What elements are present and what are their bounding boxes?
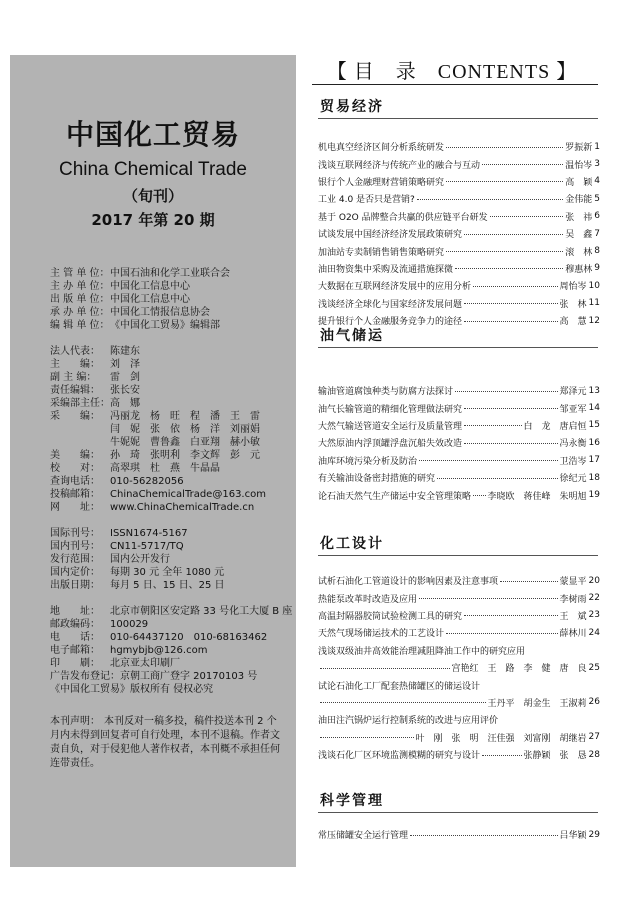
info-value: ISSN1674-5167 <box>110 528 188 539</box>
article-title: 热能泵改革时改造及应用 <box>318 594 418 605</box>
info-row <box>50 592 292 605</box>
info-label: 法人代表： <box>50 346 100 357</box>
info-row <box>50 462 292 475</box>
article-title: 输油管道腐蚀种类与防腐方法探讨 <box>318 387 454 398</box>
dot-leader <box>320 667 450 669</box>
info-label: 电 话： <box>50 632 100 643</box>
publication-info <box>50 267 292 696</box>
info-value: hgmybjb@126.com <box>110 645 208 656</box>
dot-leader <box>464 424 522 426</box>
info-row <box>50 670 292 683</box>
article-title: 提升银行个人金融服务竞争力的途径 <box>318 317 463 328</box>
article-title: 油气长输管道的精细化管理做法研究 <box>318 404 463 415</box>
info-value: 010-64437120 010-68163462 <box>110 632 268 643</box>
toc-entry[interactable] <box>318 173 600 190</box>
info-row <box>50 683 292 696</box>
article-title: 大然气输送管道安全运行及质量管理 <box>318 421 463 432</box>
dot-leader <box>419 459 558 461</box>
toc-entry[interactable] <box>318 225 600 242</box>
dot-leader <box>490 215 564 217</box>
article-author: 冯永衡 <box>559 439 587 450</box>
info-row <box>50 631 292 644</box>
section-title: 科学管理 <box>320 793 384 809</box>
article-author: 薛林川 <box>559 629 587 640</box>
page-number: 17 <box>588 455 600 466</box>
article-author: 徐纪元 <box>559 474 587 485</box>
page-number: 6 <box>594 211 600 222</box>
info-label: 主 办 单 位： <box>50 281 110 292</box>
page-number: 15 <box>588 420 600 431</box>
page-number: 28 <box>588 749 600 760</box>
page-number: 26 <box>588 697 600 708</box>
info-row <box>50 618 292 631</box>
info-value: 闫 妮 张 依 杨 洋 刘丽娟 <box>110 424 260 435</box>
article-title: 加油站专卖制销售销售策略研究 <box>318 247 445 258</box>
article-title: 基于 O2O 品牌整合共赢的供应链平台研发 <box>318 212 488 223</box>
section-rule <box>318 347 598 348</box>
article-author: 吕华颖 <box>559 831 587 842</box>
article-author: 张静颖 张 恳 <box>523 751 587 762</box>
info-label: 美 编： <box>50 450 100 461</box>
info-row <box>50 345 292 358</box>
info-value: 国内公开发行 <box>110 554 170 565</box>
page-number: 18 <box>588 472 600 483</box>
info-value: 孙 琦 张明利 李文辉 彭 元 <box>110 450 260 461</box>
section-title: 油气储运 <box>320 328 384 344</box>
toc-entry[interactable] <box>318 486 600 503</box>
info-row <box>50 657 292 670</box>
toc-entry[interactable] <box>318 572 600 589</box>
article-title: 天然气现场储运技术的工艺设计 <box>318 629 445 640</box>
article-author: 张 林 <box>559 299 587 310</box>
article-author: 温怡岑 <box>565 160 593 171</box>
info-value: ChinaChemicalTrade@163.com <box>110 489 266 500</box>
article-title: 浅谈经济全球化与国家经济发展问题 <box>318 299 463 310</box>
info-row <box>50 527 292 540</box>
info-row <box>50 280 292 293</box>
section-entries <box>318 572 600 763</box>
info-row <box>50 605 292 618</box>
toc-entry[interactable] <box>318 295 600 312</box>
page-number: 19 <box>588 490 600 501</box>
dot-leader <box>500 580 558 582</box>
info-row <box>50 319 292 332</box>
info-value: 冯丽龙 杨 旺 程 潘 王 雷 <box>110 411 260 422</box>
toc-entry[interactable] <box>318 434 600 451</box>
info-row <box>50 566 292 579</box>
article-authors: 叶 刚 张 明 汪佳强 刘富刚 胡继岩 <box>415 733 587 744</box>
info-label: 国际刊号： <box>50 528 100 539</box>
article-author: 郑泽元 <box>559 387 587 398</box>
section-rule <box>318 812 598 813</box>
toc-entry[interactable] <box>318 382 600 399</box>
article-author: 周怡岑 <box>559 282 587 293</box>
article-title: 油库环境污染分析及防治 <box>318 456 418 467</box>
info-value: 每月 5 日、15 日、25 日 <box>110 580 225 591</box>
info-value: CN11-5717/TQ <box>110 541 184 552</box>
info-row <box>50 423 292 436</box>
article-author: 高 颖 <box>565 177 593 188</box>
toc-entry[interactable] <box>318 277 600 294</box>
dot-leader <box>464 233 563 235</box>
info-row <box>50 488 292 501</box>
toc-entry[interactable] <box>318 417 600 434</box>
info-value: www.ChinaChemicalTrade.cn <box>110 502 255 513</box>
dot-leader <box>473 494 486 496</box>
dot-leader <box>419 597 558 599</box>
page-number: 24 <box>588 627 600 638</box>
copyright-notice <box>50 715 282 771</box>
article-authors: 宫艳红 王 路 李 健 唐 良 <box>451 664 587 675</box>
toc-entry[interactable] <box>318 642 600 659</box>
article-title: 试谈发展中国经济经济发展政策研究 <box>318 230 463 241</box>
notice-text: 本刊反对一稿多投，稿件投送本刊 2 个月内未得到回复者可自行处理，本刊不退稿。作者文责自负，对于侵犯他人著作权者，本刊概不承担任何连带责任。 <box>50 716 280 769</box>
section-title: 贸易经济 <box>320 99 384 115</box>
page-number: 23 <box>588 610 600 621</box>
info-label: 出版日期： <box>50 580 100 591</box>
dot-leader <box>455 390 558 392</box>
info-value: 雷 剑 <box>110 372 140 383</box>
page-number: 25 <box>588 662 600 673</box>
page-number: 1 <box>594 141 600 152</box>
toc-entry[interactable] <box>318 607 600 624</box>
info-value: 010-56282056 <box>110 476 184 487</box>
toc-entry[interactable] <box>318 190 600 207</box>
page-number: 29 <box>588 829 600 840</box>
section-title: 化工设计 <box>320 536 384 552</box>
dot-leader <box>446 250 563 252</box>
section-rule <box>318 555 598 556</box>
page-number: 7 <box>594 228 600 239</box>
toc-entry[interactable] <box>318 624 600 641</box>
info-value: 高翠琪 杜 燕 牛晶晶 <box>110 463 220 474</box>
toc-entry-cont[interactable] <box>318 694 600 711</box>
page-number: 12 <box>588 315 600 326</box>
info-label: 校 对： <box>50 463 100 474</box>
article-title: 浅谈双级油井高效能治理减阻降油工作中的研究应用 <box>318 646 526 657</box>
article-author: 穆惠林 <box>565 264 593 275</box>
page-number: 8 <box>594 246 600 257</box>
article-title: 论石油天然气生产储运中安全管理策略 <box>318 491 472 502</box>
info-label: 发行范围： <box>50 554 100 565</box>
section-entries <box>318 382 600 504</box>
notice-label: 本刊声明： <box>50 716 100 727</box>
article-title: 试析石油化工管道设计的影响因素及注意事项 <box>318 577 499 588</box>
dot-leader <box>464 407 558 409</box>
dot-leader <box>482 163 563 165</box>
toc-entry-cont[interactable] <box>318 659 600 676</box>
info-row <box>50 410 292 423</box>
article-title: 浅谈石化厂区环境监测模糊的研究与设计 <box>318 751 481 762</box>
article-title: 大然原油内浮顶罐浮盘沉船失效改造 <box>318 439 463 450</box>
dot-leader <box>417 198 563 200</box>
section-rule <box>318 118 598 119</box>
toc-entry[interactable] <box>318 746 600 763</box>
page-number: 22 <box>588 593 600 604</box>
info-value: 牛妮妮 曹鲁鑫 白亚翔 赫小敏 <box>110 437 260 448</box>
info-row <box>50 449 292 462</box>
info-row <box>50 501 292 514</box>
info-row <box>50 397 292 410</box>
info-value: 北京亚太印刷厂 <box>110 658 180 669</box>
toc-entry-cont[interactable] <box>318 729 600 746</box>
dot-leader <box>464 442 558 444</box>
article-title: 油田物资集中采购及流通措施探微 <box>318 264 454 275</box>
dot-leader <box>464 302 558 304</box>
toc-entry[interactable] <box>318 138 600 155</box>
page-number: 16 <box>588 437 600 448</box>
page-number: 20 <box>588 575 600 586</box>
contents-divider <box>312 84 598 85</box>
article-author: 邹亚军 <box>559 404 587 415</box>
article-title: 常压储罐安全运行管理 <box>318 831 409 842</box>
article-title: 油田注汽锅炉运行控制系统的改进与应用评价 <box>318 716 499 727</box>
info-label: 采 编： <box>50 411 100 422</box>
page-number: 3 <box>594 159 600 170</box>
dot-leader <box>410 834 558 836</box>
info-value: 100029 <box>110 619 149 630</box>
toc-entry[interactable] <box>318 155 600 172</box>
journal-title-cn: 中国化工贸易 <box>65 118 240 151</box>
info-row <box>50 384 292 397</box>
article-authors: 王丹平 胡金生 王淑莉 <box>487 698 587 709</box>
info-label: 出 版 单 位： <box>50 294 110 305</box>
article-title: 大数据在互联网经济发展中的应用分析 <box>318 282 472 293</box>
info-label: 承 办 单 位： <box>50 307 110 318</box>
info-value: 《中国化工贸易》版权所有 侵权必究 <box>50 684 214 695</box>
toc-entry[interactable] <box>318 242 600 259</box>
section-entries <box>318 826 600 843</box>
info-value: 《中国化工贸易》编辑部 <box>110 320 220 331</box>
info-label: 印 刷： <box>50 658 100 669</box>
toc-entry[interactable] <box>318 711 600 728</box>
article-title: 有关输油设备密封措施的研究 <box>318 474 436 485</box>
contents-heading: 【 目 录 CONTENTS 】 <box>326 61 578 83</box>
info-value: 中国化工情报信息协会 <box>110 307 210 318</box>
article-author: 王 斌 <box>559 611 587 622</box>
info-label: 投稿邮箱： <box>50 489 100 500</box>
toc-entry[interactable] <box>318 676 600 693</box>
toc-entry[interactable] <box>318 452 600 469</box>
info-value: 陈建东 <box>110 346 140 357</box>
article-author: 李晓欧 蒋佳峰 朱明旭 <box>487 491 587 502</box>
article-title: 银行个人金融理财营销策略研究 <box>318 177 445 188</box>
info-value: 中国化工信息中心 <box>110 294 190 305</box>
info-row <box>50 579 292 592</box>
article-author: 蒙显平 <box>559 577 587 588</box>
info-label: 邮政编码： <box>50 619 100 630</box>
page-number: 14 <box>588 403 600 414</box>
info-value: 每期 30 元 全年 1080 元 <box>110 567 225 578</box>
info-label: 查询电话： <box>50 476 100 487</box>
article-author: 吴 鑫 <box>565 230 593 241</box>
dot-leader <box>473 285 558 287</box>
article-author: 李树雨 <box>559 594 587 605</box>
article-title: 浅谈互联网经济与传统产业的融合与互动 <box>318 160 481 171</box>
info-value: 北京市朝阳区安定路 33 号化工大厦 B 座 <box>110 606 293 617</box>
section-entries <box>318 138 600 329</box>
info-label: 电子邮箱： <box>50 645 100 656</box>
page-number: 27 <box>588 732 600 743</box>
page-number: 11 <box>588 298 600 309</box>
info-value: 张长安 <box>110 385 140 396</box>
journal-frequency: （旬刊） <box>122 187 183 205</box>
info-row <box>50 540 292 553</box>
article-title: 试论石油化工厂配套热储罐区的储运设计 <box>318 681 481 692</box>
info-label: 采编部主任： <box>50 398 110 409</box>
info-row <box>50 267 292 280</box>
info-label: 网 址： <box>50 502 100 513</box>
article-author: 高 慧 <box>559 317 587 328</box>
article-author: 滚 林 <box>565 247 593 258</box>
toc-entry[interactable] <box>318 260 600 277</box>
info-label: 主 管 单 位： <box>50 268 110 279</box>
page-number: 13 <box>588 385 600 396</box>
dot-leader <box>464 320 558 322</box>
toc-entry[interactable] <box>318 589 600 606</box>
dot-leader <box>320 736 414 738</box>
journal-title-en: China Chemical Trade <box>59 159 247 180</box>
toc-entry[interactable] <box>318 826 600 843</box>
info-value: 高 娜 <box>110 398 140 409</box>
article-title: 机电真空经济区间分析系统研发 <box>318 143 445 154</box>
dot-leader <box>446 146 563 148</box>
dot-leader <box>464 614 558 616</box>
dot-leader <box>455 267 563 269</box>
info-row <box>50 293 292 306</box>
dot-leader <box>446 180 563 182</box>
dot-leader <box>482 754 522 756</box>
info-row <box>50 306 292 319</box>
toc-entry[interactable] <box>318 208 600 225</box>
toc-entry[interactable] <box>318 399 600 416</box>
page-number: 10 <box>588 280 600 291</box>
dot-leader <box>446 632 558 634</box>
journal-issue: 2017 年第 20 期 <box>91 211 215 229</box>
article-title: 工业 4.0 是否只是营销? <box>318 195 415 206</box>
page-number: 4 <box>594 176 600 187</box>
info-label: 责任编辑： <box>50 385 100 396</box>
info-label: 主 编： <box>50 359 100 370</box>
masthead-panel <box>10 55 296 867</box>
article-author: 罗振新 <box>565 143 593 154</box>
article-author: 张 祎 <box>565 212 593 223</box>
info-row <box>50 553 292 566</box>
dot-leader <box>320 701 486 703</box>
dot-leader <box>437 477 558 479</box>
info-row <box>50 358 292 371</box>
info-label: 编 辑 单 位： <box>50 320 110 331</box>
toc-entry[interactable] <box>318 469 600 486</box>
info-row <box>50 332 292 345</box>
article-author: 卫浩岑 <box>559 456 587 467</box>
info-value: 广告发布登记：京朝工商广登字 20170103 号 <box>50 671 258 682</box>
info-label: 副 主 编： <box>50 372 97 383</box>
info-row <box>50 514 292 527</box>
page-number: 9 <box>594 263 600 274</box>
info-row <box>50 644 292 657</box>
info-row <box>50 436 292 449</box>
info-value: 刘 泽 <box>110 359 140 370</box>
article-title: 高温封隔器胶筒试验检测工具的研究 <box>318 611 463 622</box>
article-author: 金伟能 <box>565 195 593 206</box>
info-label: 国内刊号： <box>50 541 100 552</box>
info-row <box>50 371 292 384</box>
info-value: 中国石油和化学工业联合会 <box>110 268 230 279</box>
info-label: 地 址： <box>50 606 100 617</box>
info-label: 国内定价： <box>50 567 100 578</box>
info-row <box>50 475 292 488</box>
info-value: 中国化工信息中心 <box>110 281 190 292</box>
article-author: 白 龙 唐启恒 <box>523 421 587 432</box>
page-number: 5 <box>594 193 600 204</box>
